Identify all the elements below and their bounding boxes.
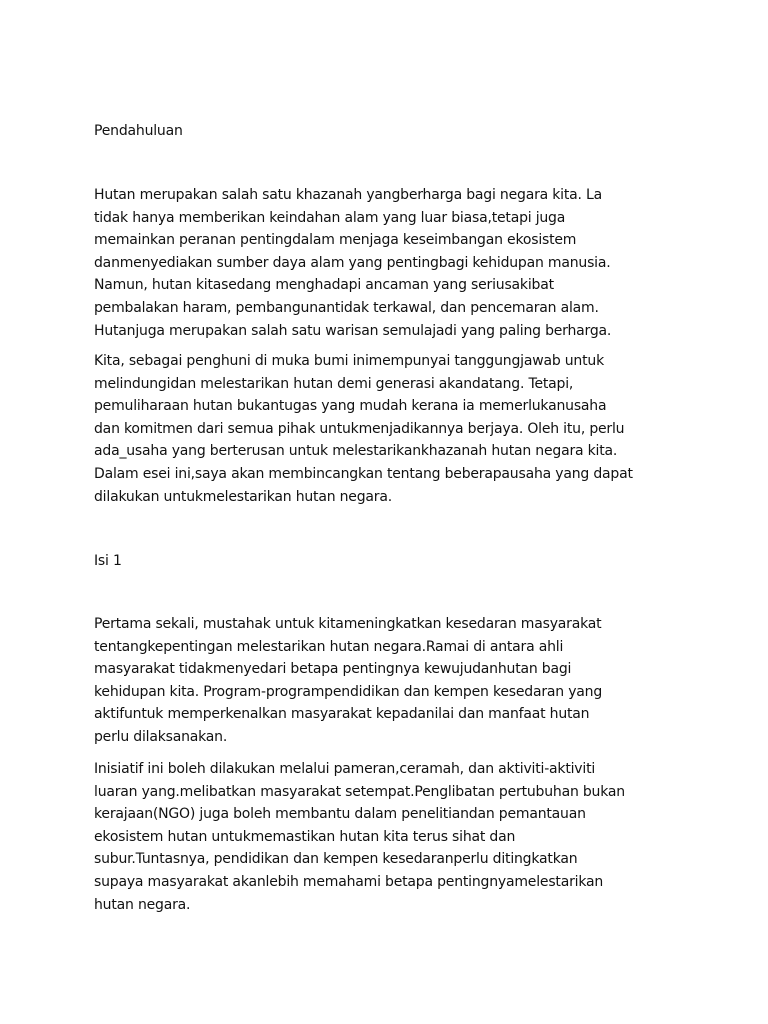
paragraph-line: pembalakan haram, pembangunantidak terkawal, dan pencemaran alam.: [94, 299, 599, 316]
paragraph-line: tentangkepentingan melestarikan hutan negara.Ramai di antara ahli: [94, 638, 564, 655]
paragraph-line: luaran yang.melibatkan masyarakat setempat.Penglibatan pertubuhan bukan: [94, 783, 625, 800]
heading-pendahuluan: Pendahuluan: [94, 123, 183, 139]
paragraph-4: [94, 758, 694, 916]
paragraph-line: supaya masyarakat akanlebih memahami betapa pentingnyamelestarikan: [94, 873, 604, 890]
paragraph-line: Pertama sekali, mustahak untuk kitameningkatkan kesedaran masyarakat: [94, 616, 602, 632]
paragraph-line: Namun, hutan kitasedang menghadapi ancaman yang seriusakibat: [94, 277, 554, 294]
paragraph-line: kerajaan(NGO) juga boleh membantu dalam penelitiandan pemantauan: [94, 806, 586, 823]
paragraph-line: Hutanjuga merupakan salah satu warisan semulajadi yang paling berharga.: [94, 322, 612, 339]
paragraph-line: memainkan peranan pentingdalam menjaga keseimbangan ekosistem: [94, 232, 577, 249]
paragraph-line: perlu dilaksanakan.: [94, 728, 228, 745]
paragraph-line: kehidupan kita. Program-programpendidikan dan kempen kesedaran yang: [94, 683, 603, 700]
paragraph-line: ada_usaha yang berterusan untuk melestarikankhazanah hutan negara kita.: [94, 443, 618, 460]
paragraph-line: danmenyediakan sumber daya alam yang pentingbagi kehidupan manusia.: [94, 254, 611, 271]
paragraph-3: [94, 613, 694, 749]
paragraph-line: Hutan merupakan salah satu khazanah yangberharga bagi negara kita. La: [94, 187, 603, 203]
paragraph-line: melindungidan melestarikan hutan demi generasi akandatang. Tetapi,: [94, 375, 574, 392]
paragraph-line: aktifuntuk memperkenalkan masyarakat kepadanilai dan manfaat hutan: [94, 706, 590, 723]
paragraph-line: Dalam esei ini,saya akan membincangkan tentang beberapausaha yang dapat: [94, 465, 633, 482]
heading-isi-1: Isi 1: [94, 553, 122, 569]
paragraph-line: Kita, sebagai penghuni di muka bumi inimempunyai tanggungjawab untuk: [94, 353, 604, 369]
paragraph-line: dilakukan untukmelestarikan hutan negara.: [94, 488, 392, 505]
paragraph-line: dan komitmen dari semua pihak untukmenjadikannya berjaya. Oleh itu, perlu: [94, 420, 625, 437]
paragraph-line: pemuliharaan hutan bukantugas yang mudah kerana ia memerlukanusaha: [94, 398, 607, 415]
paragraph-line: masyarakat tidakmenyedari betapa pentingnya kewujudanhutan bagi: [94, 661, 572, 678]
paragraph-line: tidak hanya memberikan keindahan alam yang luar biasa,tetapi juga: [94, 209, 566, 226]
paragraph-line: hutan negara.: [94, 896, 191, 913]
paragraph-line: Inisiatif ini boleh dilakukan melalui pameran,ceramah, dan aktiviti-aktiviti: [94, 761, 596, 777]
paragraph-1: [94, 184, 694, 342]
paragraph-line: ekosistem hutan untukmemastikan hutan kita terus sihat dan: [94, 828, 516, 845]
paragraph-line: subur.Tuntasnya, pendidikan dan kempen kesedaranperlu ditingkatkan: [94, 851, 578, 868]
paragraph-2: [94, 350, 694, 508]
